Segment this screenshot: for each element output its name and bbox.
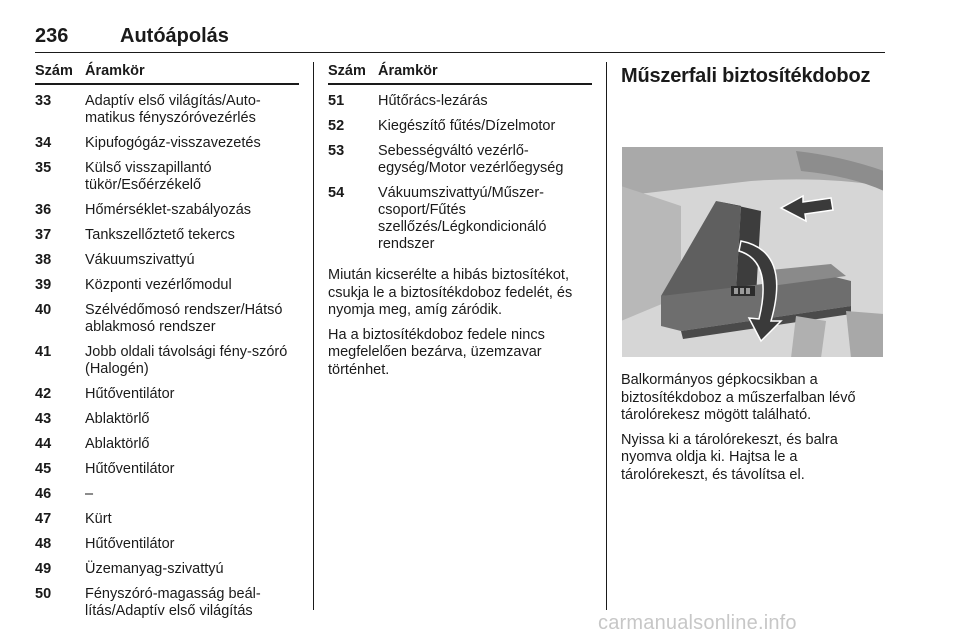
fuse-row <box>35 344 299 378</box>
fuse-row <box>328 185 592 253</box>
page-title: Autóápolás <box>120 25 229 47</box>
circuit-name: Ablaktörlő <box>85 436 150 452</box>
circuit-name: Hűtőrács-lezárás <box>378 93 488 109</box>
fuse-row <box>328 118 592 135</box>
fuse-row <box>35 586 299 620</box>
fuse-number: 48 <box>35 536 52 552</box>
circuit-name: Fényszóró-magasság beál-lítás/Adaptív első világítás <box>85 586 261 619</box>
fuse-row <box>35 252 299 269</box>
fuse-row <box>35 536 299 553</box>
circuit-name: Adaptív első világítás/Auto-matikus fényszóróvezérlés <box>85 93 261 126</box>
fuse-row <box>35 486 299 503</box>
fuse-row <box>328 143 592 177</box>
fuse-number: 54 <box>328 185 345 201</box>
fuse-number: 35 <box>35 160 52 176</box>
fuse-row <box>35 302 299 336</box>
fuse-number: 41 <box>35 344 52 360</box>
fuse-row <box>35 386 299 403</box>
fuse-row <box>35 135 299 152</box>
instructions <box>328 267 592 379</box>
fuse-rows <box>35 93 299 620</box>
circuit-name: Sebességváltó vezérlő-egység/Motor vezérlőegység <box>378 143 564 176</box>
fuse-number: 53 <box>328 143 345 159</box>
watermark: carmanualsonline.info <box>598 612 797 634</box>
fuse-number: 38 <box>35 252 52 268</box>
paragraph: Balkormányos gépkocsikban a biztosítékdoboz a műszerfalban lévő tárolórekesz mögött található. <box>621 372 856 423</box>
circuit-name: Hűtőventilátor <box>85 386 175 402</box>
circuit-name: Ablaktörlő <box>85 411 150 427</box>
fuse-number: 37 <box>35 227 52 243</box>
page-header <box>35 22 885 53</box>
table-header <box>35 62 299 85</box>
fuse-row <box>35 511 299 528</box>
header-num: Szám <box>35 63 73 79</box>
fuse-number: 39 <box>35 277 52 293</box>
fuse-row <box>35 160 299 194</box>
header-circuit: Áramkör <box>378 63 438 79</box>
fuse-row <box>35 93 299 127</box>
fuse-table-column-1 <box>35 62 299 628</box>
fuse-number: 40 <box>35 302 52 318</box>
fuse-number: 33 <box>35 93 52 109</box>
fuse-number: 45 <box>35 461 52 477</box>
fuse-row <box>328 93 592 110</box>
page-number: 236 <box>35 25 69 47</box>
fuse-row <box>35 461 299 478</box>
fuse-row <box>35 202 299 219</box>
fuse-number: 34 <box>35 135 52 151</box>
paragraph: Miután kicserélte a hibás biztosítékot, csukja le a biztosítékdoboz fedelét, és nyomja meg, amíg záródik. <box>328 267 573 318</box>
paragraph: Ha a biztosítékdoboz fedele nincs megfelelően bezárva, üzemzavar történhet. <box>328 326 545 378</box>
fuse-number: 49 <box>35 561 52 577</box>
circuit-name: Tankszellőztető tekercs <box>85 227 235 243</box>
circuit-name: Jobb oldali távolsági fény-szóró (Halogén) <box>85 344 288 377</box>
circuit-name: Kürt <box>85 511 112 527</box>
fuse-number: 52 <box>328 118 345 134</box>
fuse-box-illustration <box>621 146 884 358</box>
fuse-number: 42 <box>35 386 52 402</box>
fuse-number: 51 <box>328 93 345 109</box>
header-circuit: Áramkör <box>85 63 145 79</box>
fuse-rows <box>328 93 592 253</box>
circuit-name: Külső visszapillantó tükör/Esőérzékelő <box>85 160 212 193</box>
fuse-row <box>35 277 299 294</box>
fuse-number: 44 <box>35 436 52 452</box>
fuse-row <box>35 227 299 244</box>
circuit-name: Üzemanyag-szivattyú <box>85 561 224 577</box>
section-text <box>621 372 887 491</box>
circuit-name: Vákuumszivattyú/Műszer-csoport/Fűtés szellőzés/Légkondicionáló rendszer <box>378 185 547 252</box>
fuse-row <box>35 561 299 578</box>
paragraph: Nyissa ki a tárolórekeszt, és balra nyomva oldja ki. Hajtsa le a tárolórekeszt, és távolítsa el. <box>621 431 838 483</box>
column-divider <box>313 62 314 610</box>
section-title: Műszerfali biztosítékdoboz <box>621 65 871 87</box>
circuit-name: Szélvédőmosó rendszer/Hátsó ablakmosó rendszer <box>85 302 283 335</box>
circuit-name: Vákuumszivattyú <box>85 252 195 268</box>
circuit-name: Hőmérséklet-szabályozás <box>85 202 252 218</box>
circuit-name: – <box>85 486 94 502</box>
fuse-number: 46 <box>35 486 52 502</box>
circuit-name: Hűtőventilátor <box>85 461 175 477</box>
fuse-table-column-2 <box>328 62 592 386</box>
table-header <box>328 62 592 85</box>
circuit-name: Hűtőventilátor <box>85 536 175 552</box>
section-column <box>621 62 886 88</box>
circuit-name: Központi vezérlőmodul <box>85 277 232 293</box>
circuit-name: Kiegészítő fűtés/Dízelmotor <box>378 118 556 134</box>
fuse-row <box>35 436 299 453</box>
fuse-number: 43 <box>35 411 52 427</box>
fuse-row <box>35 411 299 428</box>
circuit-name: Kipufogógáz-visszavezetés <box>85 135 261 151</box>
fuse-number: 36 <box>35 202 52 218</box>
column-divider <box>606 62 607 610</box>
header-num: Szám <box>328 63 366 79</box>
fuse-number: 47 <box>35 511 52 527</box>
fuse-number: 50 <box>35 586 52 602</box>
